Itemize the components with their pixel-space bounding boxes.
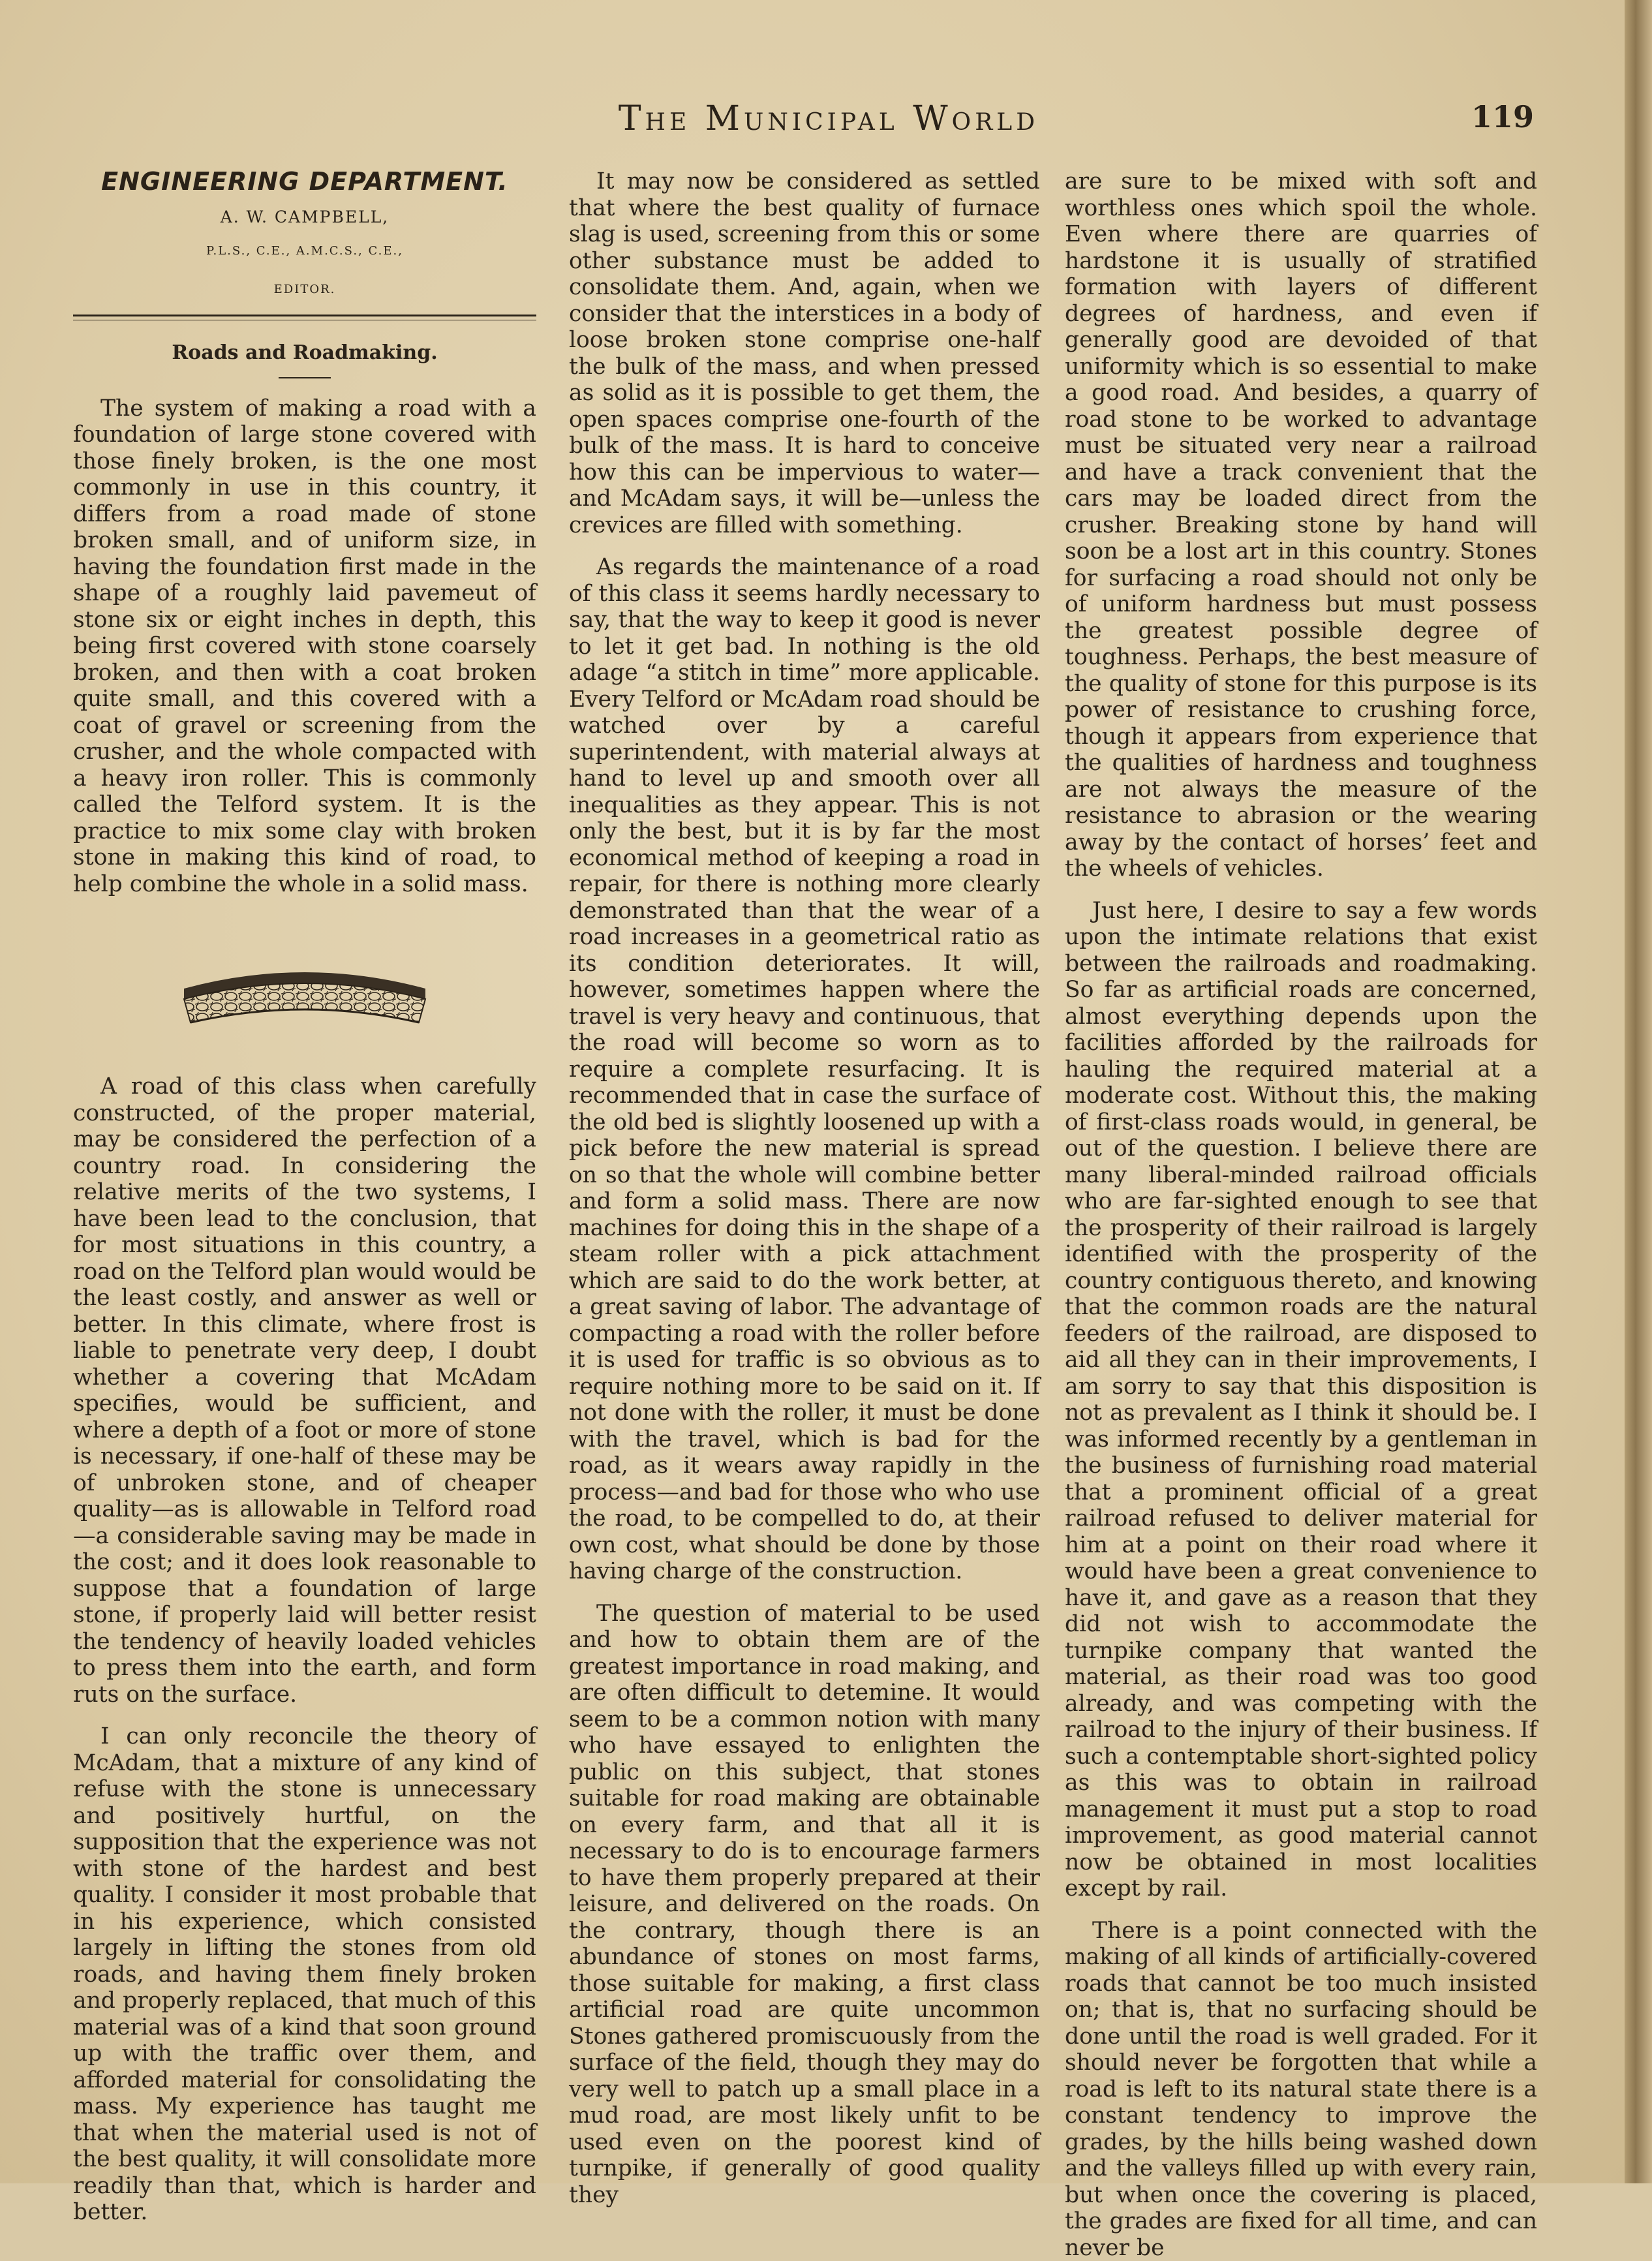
editor-label: EDITOR. bbox=[73, 277, 536, 303]
paragraph-furnace-slag: It may now be considered as settled that where the best quality of furnace slag is used, screening from this or some other substance must be added to consolidate them. And, again, when we consider that the interstices in a body of loose broken stone comprise one-half the bulk of the mass, and when pressed as solid as it is possible to get them, the open spaces comprise one-fourth of the bulk of the mass. It is hard to conceive how this can be impervious to water—and McAdam says, it will be—unless the crevices are filled with something. bbox=[569, 168, 1040, 538]
article-title: Roads and Roadmaking. bbox=[73, 340, 536, 367]
running-header-title: The Municipal World bbox=[515, 99, 1142, 138]
author-credentials: P.L.S., C.E., A.M.C.S., C.E., bbox=[73, 238, 536, 265]
column-2 bbox=[569, 168, 1040, 2208]
book-spine-edge bbox=[1625, 0, 1652, 2183]
paragraph-mcadam-theory: I can only reconcile the theory of McAdam, that a mixture of any kind of refuse with the stone is unnecessary and positively hurtful, on the supposition that the experience was not with stone of the hardest and best quality. I consider it most probable that in his experience, which consisted largely in lifting the stones from old roads, and having them finely broken and properly replaced, that much of this material was of a kind that soon ground up with the traffic over them, and afforded material for consolidating the mass. My experience has taught me that when the material used is not of the best quality, it will consolidate more readily than that, which is harder and better. bbox=[73, 1723, 536, 2226]
paragraph-question-of-material: The question of material to be used and how to obtain them are of the greatest importance in road making, and are often difficult to detemine. It would seem to be a common notion with many who have essayed to enlighten the public on this subject, that stones suitable for road making are obtainable on every farm, and that all it is necessary to do is to encourage farmers to have them properly prepared at their leisure, and delivered on the roads. On the contrary, though there is an abundance of stones on most farms, those suitable for making, a first class artificial road are quite uncommon Stones gathered promiscuously from the surface of the field, though they may do very well to patch up a small place in a mud road, are most likely unfit to be used even on the poorest kind of turnpike, if generally of good quality they bbox=[569, 1601, 1040, 2209]
author-name: A. W. CAMPBELL, bbox=[73, 204, 536, 231]
page-number: 119 bbox=[1471, 99, 1534, 134]
column-1 bbox=[73, 168, 536, 2226]
department-title: ENGINEERING DEPARTMENT. bbox=[73, 168, 536, 195]
paragraph-grading: There is a point connected with the making of all kinds of artificially-covered roads that cannot be too much insisted on; that is, that no surfacing should be done until the road is well graded. For it should never be forgotten that while a road is left to its natural state there is a constant tendency to improve the grades, by the hills being washed down and the valleys filled up with every rain, but when once the covering is placed, the grades are fixed for all time, and can never be bbox=[1065, 1918, 1537, 2261]
column-3 bbox=[1065, 168, 1537, 2261]
road-cross-section-illustration bbox=[181, 949, 429, 1028]
paragraph-telford-merits: A road of this class when carefully constructed, of the proper material, may be considered the perfection of a country road. In considering the relative merits of the two systems, I have been lead to the conclusion, that for most situations in this country, a road on the Telford plan would would be the least costly, and answer as well or better. In this climate, where frost is liable to penetrate very deep, I doubt whether a covering that McAdam specifies, would be sufficient, and where a depth of a foot or more of stone is necessary, if one-half of these may be of unbroken stone, and of cheaper quality—as is allowable in Telford road—a considerable saving may be made in the cost; and it does look reasonable to suppose that a foundation of large stone, if properly laid will better resist the tendency of heavily loaded vehicles to press them into the earth, and form ruts on the surface. bbox=[73, 1073, 536, 1708]
paragraph-maintenance: As regards the maintenance of a road of this class it seems hardly necessary to say, that the way to keep it good is never to let it get bad. In nothing is the old adage “a stitch in time” more applicable. Every Telford or McAdam road should be watched over by a careful superintendent, with material always at hand to level up and smooth over all inequalities as they appear. This is not only the best, but it is by far the most economical method of keeping a road in repair, for there is nothing more clearly demonstrated than that the wear of a road increases in a geometrical ratio as its condition deteriorates. It will, however, sometimes happen where the travel is very heavy and continuous, that the road will become so worn as to require a complete resurfacing. It is recommended that in case the surface of the old bed is slightly loosened up with a pick before the new material is spread on so that the whole will combine better and form a solid mass. There are now machines for doing this in the shape of a steam roller with a pick attachment which are said to do the work better, at a great saving of labor. The advantage of compacting a road with the roller before it is used for traffic is so obvious as to require nothing more to be said on it. If not done with the roller, it must be done with the travel, which is bad for the road, as it wears away rapidly in the process—and bad for those who who use the road, to be compelled to do, at their own cost, what should be done by those having charge of the construction. bbox=[569, 554, 1040, 1585]
double-rule-divider bbox=[73, 315, 536, 320]
paragraph-stone-quality: are sure to be mixed with soft and worthless ones which spoil the whole. Even where there are quarries of hardstone it is usually of stratified formation with layers of different degrees of hardness, and even if generally good are devoided of that uniformity which is so essential to make a good road. And besides, a quarry of road stone to be worked to advantage must be situated very near a railroad and have a track convenient that the cars may be loaded direct from the crusher. Breaking stone by hand will soon be a lost art in this country. Stones for surfacing a road should not only be of uniform hardness but must possess the greatest possible degree of toughness. Perhaps, the best measure of the quality of stone for this purpose is its power of resistance to crushing force, though it appears from experience that the qualities of hardness and toughness are not always the measure of the resistance to abrasion or the wearing away by the contact of horses’ feet and the wheels of vehicles. bbox=[1065, 168, 1537, 882]
paragraph-railroads: Just here, I desire to say a few words upon the intimate relations that exist between the railroads and roadmaking. So far as artificial roads are concerned, almost everything depends upon the facilities afforded by the railroads for hauling the required material at a moderate cost. Without this, the making of first-class roads would, in general, be out of the question. I believe there are many liberal-minded railroad officials who are far-sighted enough to see that the prosperity of their railroad is largely identified with the prosperity of the country contiguous thereto, and knowing that the common roads are the natural feeders of the railroad, are disposed to aid all they can in their improvements, I am sorry to say that this disposition is not as prevalent as I think it should be. I was informed recently by a gentleman in the business of furnishing road material that a prominent official of a great railroad refused to deliver material for him at a point on their road where it would have been a great convenience to have it, and gave as a reason that they did not wish to accommodate the turnpike company that wanted the material, as their road was too good already, and was competing with the railroad to the injury of their business. If such a contemptable short-sighted policy as this was to obtain in railroad management it must put a stop to road improvement, as good material cannot now be obtained in most localities except by rail. bbox=[1065, 898, 1537, 1902]
paragraph-telford-system: The system of making a road with a foundation of large stone covered with those finely broken, is the one most commonly in use in this country, it differs from a road made of stone broken small, and of uniform size, in having the foundation first made in the shape of a roughly laid pavemeut of stone six or eight inches in depth, this being first covered with stone coarsely broken, and then with a coat broken quite small, and this covered with a coat of gravel or screening from the crusher, and the whole compacted with a heavy iron roller. This is commonly called the Telford system. It is the practice to mix some clay with broken stone in making this kind of road, to help combine the whole in a solid mass. bbox=[73, 395, 536, 898]
short-rule-divider bbox=[279, 377, 331, 378]
